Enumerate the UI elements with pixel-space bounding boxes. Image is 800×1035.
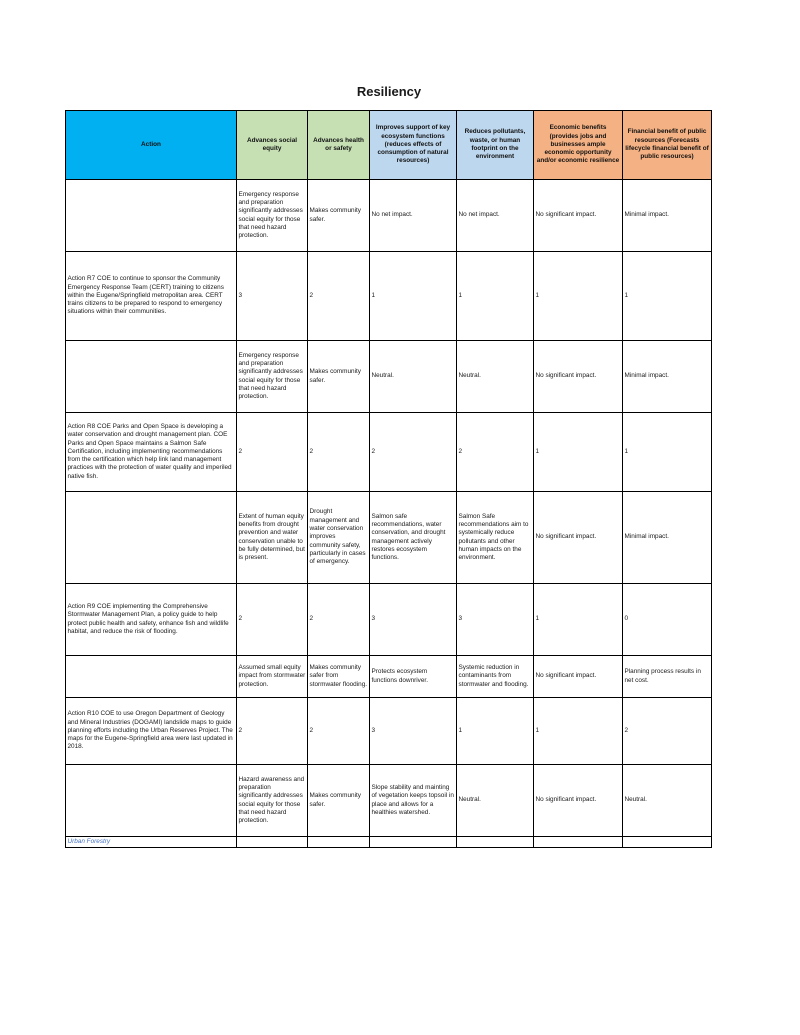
- health-safety-cell: Makes community safer.: [308, 341, 370, 413]
- financial-cell: 1: [623, 413, 712, 492]
- health-safety-cell: 2: [308, 252, 370, 341]
- economic-cell: No significant impact.: [534, 656, 623, 698]
- header-health-safety: Advances health or safety: [308, 111, 370, 180]
- economic-cell: No significant impact.: [534, 765, 623, 837]
- financial-cell: 0: [623, 584, 712, 656]
- ecosystem-cell: 2: [370, 413, 457, 492]
- table-row: [66, 765, 712, 837]
- social-equity-cell: 2: [237, 584, 308, 656]
- table-row: [66, 180, 712, 252]
- pollutants-cell: 1: [457, 698, 534, 765]
- empty-cell: [237, 837, 308, 848]
- table-row: [66, 413, 712, 492]
- economic-cell: 1: [534, 252, 623, 341]
- ecosystem-cell: Protects ecosystem functions downriver.: [370, 656, 457, 698]
- economic-cell: No significant impact.: [534, 341, 623, 413]
- pollutants-cell: Systemic reduction in contaminants from stormwater and flooding.: [457, 656, 534, 698]
- table-row: [66, 252, 712, 341]
- pollutants-cell: 2: [457, 413, 534, 492]
- social-equity-cell: 2: [237, 413, 308, 492]
- health-safety-cell: 2: [308, 584, 370, 656]
- social-equity-cell: Hazard awareness and preparation significantly addresses social equity for those that need hazard protection.: [237, 765, 308, 837]
- action-cell: [66, 180, 237, 252]
- ecosystem-cell: 3: [370, 584, 457, 656]
- action-cell: Action R8 COE Parks and Open Space is developing a water conservation and drought management plan. COE Parks and Open Space maintains a Salmon Safe Certification, including implementing recommendations from the certification which help link land management practices with the protection of water quality and imperiled native fish.: [66, 413, 237, 492]
- pollutants-cell: 1: [457, 252, 534, 341]
- footer-row: [66, 837, 712, 848]
- header-ecosystem: Improves support of key ecosystem functions (reduces effects of consumption of natural resources): [370, 111, 457, 180]
- pollutants-cell: Salmon Safe recommendations aim to systemically reduce pollutants and other human impacts on the environment.: [457, 492, 534, 584]
- social-equity-cell: Extent of human equity benefits from drought prevention and water conservation unable to be fully determined, but is present.: [237, 492, 308, 584]
- header-row: [66, 111, 712, 180]
- health-safety-cell: Makes community safer.: [308, 180, 370, 252]
- page-title: Resiliency: [356, 84, 422, 99]
- economic-cell: No significant impact.: [534, 180, 623, 252]
- health-safety-cell: Makes community safer from stormwater flooding.: [308, 656, 370, 698]
- ecosystem-cell: Slope stability and mainting of vegetation keeps topsoil in place and allows for a healthies watershed.: [370, 765, 457, 837]
- health-safety-cell: Makes community safer.: [308, 765, 370, 837]
- header-action: Action: [66, 111, 237, 180]
- economic-cell: No significant impact.: [534, 492, 623, 584]
- action-cell: [66, 656, 237, 698]
- resiliency-table: [65, 110, 712, 848]
- header-economic: Economic benefits (provides jobs and businesses ample economic opportunity and/or economic resilience: [534, 111, 623, 180]
- action-cell: Action R7 COE to continue to sponsor the Community Emergency Response Team (CERT) training to citizens within the Eugene/Springfield metropolitan area. CERT trains citizens to be prepared to respond to emergency situations within their communities.: [66, 252, 237, 341]
- social-equity-cell: Assumed small equity impact from stormwater protection.: [237, 656, 308, 698]
- table-row: [66, 492, 712, 584]
- header-financial: Financial benefit of public resources (Forecasts lifecycle financial benefit of public resources): [623, 111, 712, 180]
- health-safety-cell: Drought management and water conservation improves community safety, particularly in cases of emergency.: [308, 492, 370, 584]
- economic-cell: 1: [534, 698, 623, 765]
- pollutants-cell: No net impact.: [457, 180, 534, 252]
- empty-cell: [370, 837, 457, 848]
- social-equity-cell: 3: [237, 252, 308, 341]
- financial-cell: Planning process results in net cost.: [623, 656, 712, 698]
- action-cell: [66, 765, 237, 837]
- financial-cell: Minimal impact.: [623, 341, 712, 413]
- table-row: [66, 656, 712, 698]
- pollutants-cell: Neutral.: [457, 765, 534, 837]
- action-cell: Action R10 COE to use Oregon Department of Geology and Mineral Industries (DOGAMI) landslide maps to guide planning efforts including the Urban Reserves Project. The maps for the Eugene-Springfield area were last updated in 2018.: [66, 698, 237, 765]
- ecosystem-cell: No net impact.: [370, 180, 457, 252]
- table-row: [66, 341, 712, 413]
- health-safety-cell: 2: [308, 413, 370, 492]
- economic-cell: 1: [534, 413, 623, 492]
- action-cell: Action R9 COE implementing the Comprehensive Stormwater Management Plan, a policy guide to help protect public health and safety, enhance fish and wildlife habitat, and reduce the risk of flooding.: [66, 584, 237, 656]
- section-label: Urban Forestry: [66, 837, 237, 848]
- empty-cell: [534, 837, 623, 848]
- social-equity-cell: Emergency response and preparation significantly addresses social equity for those that need hazard protection.: [237, 341, 308, 413]
- action-cell: [66, 341, 237, 413]
- pollutants-cell: 3: [457, 584, 534, 656]
- ecosystem-cell: Neutral.: [370, 341, 457, 413]
- empty-cell: [623, 837, 712, 848]
- financial-cell: Neutral.: [623, 765, 712, 837]
- ecosystem-cell: 1: [370, 252, 457, 341]
- table-row: [66, 698, 712, 765]
- financial-cell: Minimal impact.: [623, 180, 712, 252]
- action-cell: [66, 492, 237, 584]
- header-pollutants: Reduces pollutants, waste, or human footprint on the environment: [457, 111, 534, 180]
- pollutants-cell: Neutral.: [457, 341, 534, 413]
- ecosystem-cell: 3: [370, 698, 457, 765]
- economic-cell: 1: [534, 584, 623, 656]
- empty-cell: [308, 837, 370, 848]
- financial-cell: 1: [623, 252, 712, 341]
- financial-cell: 2: [623, 698, 712, 765]
- financial-cell: Minimal impact.: [623, 492, 712, 584]
- social-equity-cell: Emergency response and preparation significantly addresses social equity for those that need hazard protection.: [237, 180, 308, 252]
- header-social-equity: Advances social equity: [237, 111, 308, 180]
- ecosystem-cell: Salmon safe recommendations, water conservation, and drought management actively restores ecosystem functions.: [370, 492, 457, 584]
- social-equity-cell: 2: [237, 698, 308, 765]
- empty-cell: [457, 837, 534, 848]
- table-row: [66, 584, 712, 656]
- health-safety-cell: 2: [308, 698, 370, 765]
